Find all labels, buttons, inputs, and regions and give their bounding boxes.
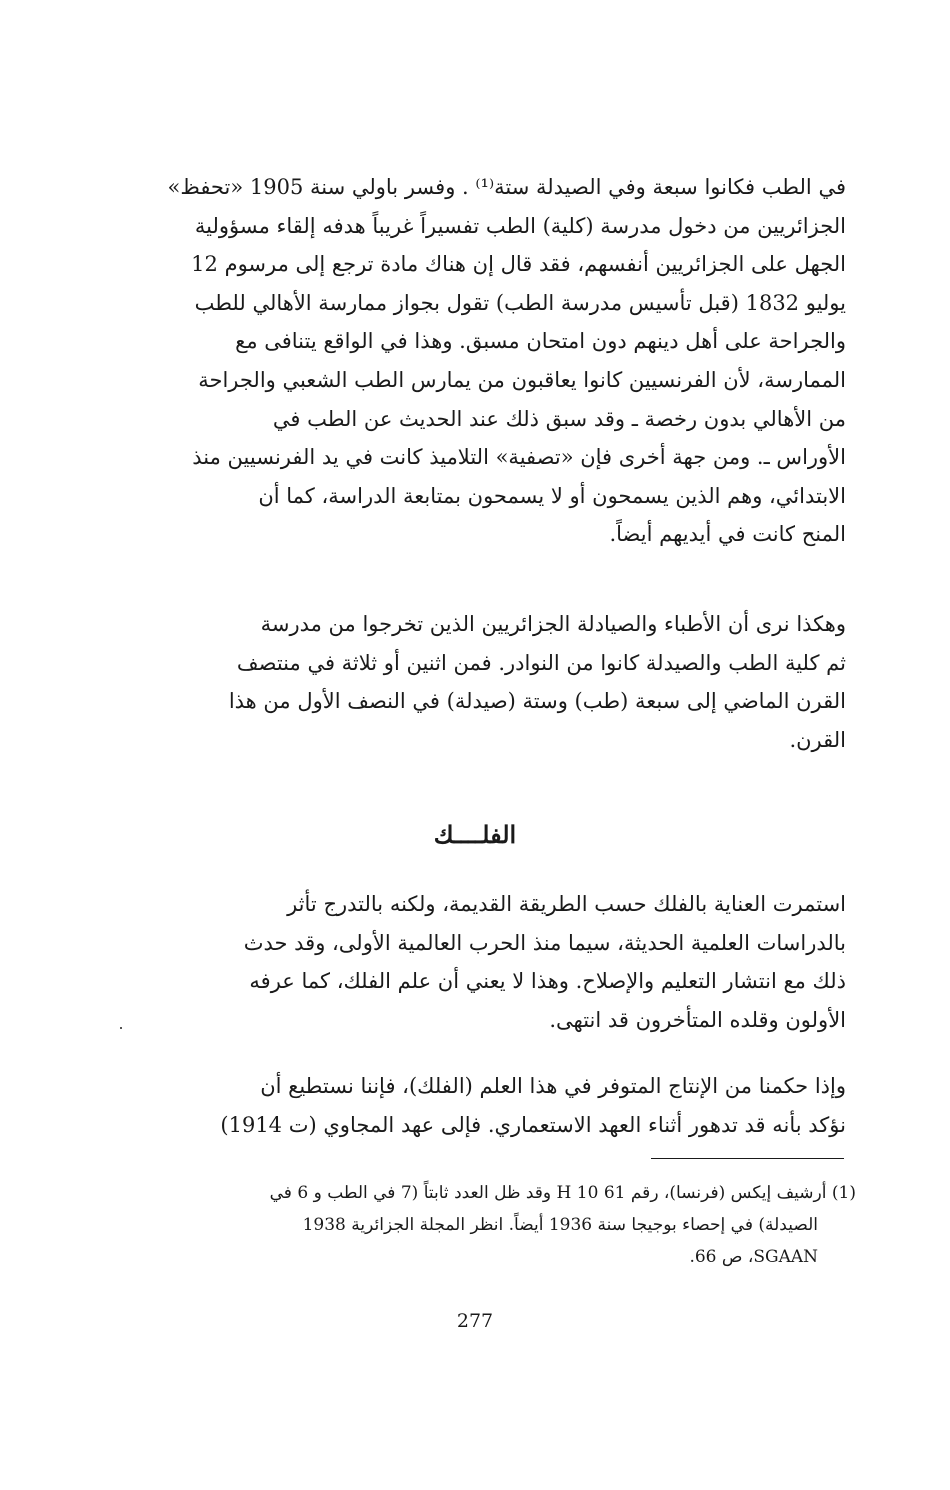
text-line: ثم كلية الطب والصيدلة كانوا من النوادر. فمن اثنين أو ثلاثة في منتصف <box>236 650 846 675</box>
text-line: الابتدائي، وهم الذين يسمحون أو لا يسمحون بمتابعة الدراسة، كما أن <box>258 483 846 508</box>
text-line: نؤكد بأنه قد تدهور أثناء العهد الاستعماري. فإلى عهد المجاوي (ت 1914) <box>220 1112 846 1137</box>
text-line: يوليو 1832 (قبل تأسيس مدرسة الطب) تقول بجواز ممارسة الأهالي للطب <box>194 290 846 315</box>
paragraph-1 <box>146 168 846 554</box>
text-line: استمرت العناية بالفلك حسب الطريقة القديمة، ولكنه بالتدرج تأثر <box>287 892 846 916</box>
text-line: ذلك مع انتشار التعليم والإصلاح. وهذا لا يعني أن علم الفلك، كما عرفه <box>249 969 846 994</box>
text-line: الأوراس ـ. ومن جهة أخرى فإن «تصفية» التلاميذ كانت في يد الفرنسيين منذ <box>192 445 846 470</box>
footnote-divider <box>651 1158 844 1159</box>
section-heading: الفلــــك <box>433 820 517 849</box>
text-line: والجراحة على أهل دينهم دون امتحان مسبق. وهذا في الواقع يتنافى مع <box>235 329 846 354</box>
text-line: المنح كانت في أيديهم أيضاً. <box>609 522 846 547</box>
text-line: القرن الماضي إلى سبعة (طب) وستة (صيدلة) في النصف الأول من هذا <box>228 689 846 714</box>
text-line: الجهل على الجزائريين أنفسهم، فقد قال إن هناك مادة ترجع إلى مرسوم 12 <box>191 252 846 277</box>
text-line: وإذا حكمنا من الإنتاج المتوفر في هذا العلم (الفلك)، فإننا نستطيع أن <box>260 1074 846 1098</box>
text-line: الجزائريين من دخول مدرسة (كلية) الطب تفسيراً غريباً هدفه إلقاء مسؤولية <box>194 213 846 238</box>
text-line: الأولون وقلده المتأخرون قد انتهى. <box>549 1007 846 1032</box>
text-line: وهكذا نرى أن الأطباء والصيادلة الجزائريين الذين تخرجوا من مدرسة <box>260 612 846 636</box>
paragraph-2 <box>146 605 846 759</box>
footnote-line: SGAAN، ص 66. <box>689 1247 818 1267</box>
text-line: من الأهالي بدون رخصة ـ وقد سبق ذلك عند الحديث عن الطب في <box>272 406 846 431</box>
text-line: القرن. <box>789 727 846 752</box>
text-line: بالدراسات العلمية الحديثة، سيما منذ الحرب العالمية الأولى، وقد حدث <box>243 930 846 955</box>
page-number: 277 <box>456 1310 494 1332</box>
footnote-line: (1) أرشيف إيكس (فرنسا)، رقم 61 H 10 وقد ظل العدد ثابتاً (7 في الطب و 6 في <box>269 1183 856 1203</box>
paragraph-4 <box>146 1067 846 1144</box>
paragraph-3 <box>146 885 846 1039</box>
scan-speck <box>120 1027 122 1029</box>
footnote <box>146 1177 856 1273</box>
text-line: في الطب فكانوا سبعة وفي الصيدلة ستة⁽¹⁾ . وفسر باولي سنة 1905 «تحفظ» <box>167 175 846 199</box>
footnote-line: الصيدلة) في إحصاء بوجيجا سنة 1936 أيضاً. انظر المجلة الجزائرية 1938 <box>302 1215 818 1235</box>
text-line: الممارسة، لأن الفرنسيين كانوا يعاقبون من يمارس الطب الشعبي والجراحة <box>198 367 846 392</box>
